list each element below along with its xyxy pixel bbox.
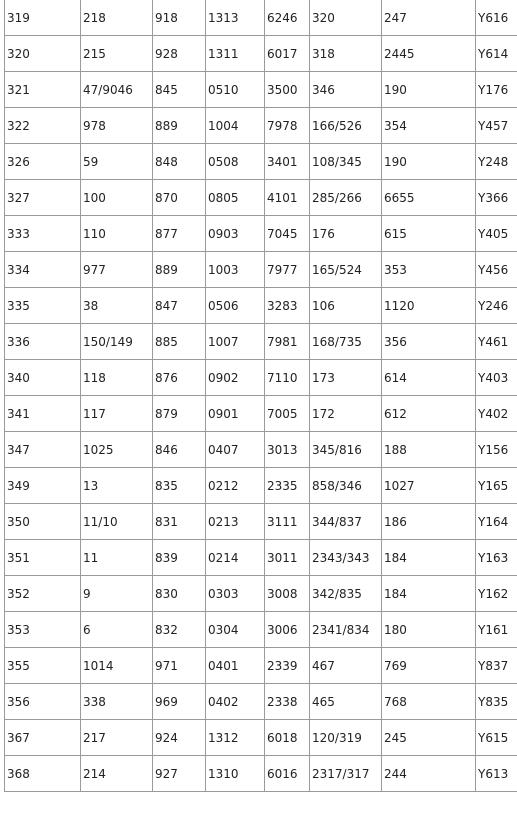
table-cell: 3008 xyxy=(265,576,310,612)
table-cell: 7005 xyxy=(265,396,310,432)
table-cell: Y165 xyxy=(476,468,517,504)
table-cell: 977 xyxy=(81,252,153,288)
table-cell: Y837 xyxy=(476,648,517,684)
table-row xyxy=(5,396,517,432)
table-cell: 3401 xyxy=(265,144,310,180)
table-cell: 1312 xyxy=(206,720,265,756)
table-cell: 346 xyxy=(310,72,382,108)
table-cell: 858/346 xyxy=(310,468,382,504)
table-cell: 7981 xyxy=(265,324,310,360)
table-cell: 334 xyxy=(5,252,81,288)
table-cell: Y405 xyxy=(476,216,517,252)
table-row xyxy=(5,648,517,684)
table-cell: 870 xyxy=(153,180,206,216)
table-cell: 769 xyxy=(382,648,476,684)
table-cell: Y615 xyxy=(476,720,517,756)
table-cell: 118 xyxy=(81,360,153,396)
table-cell: 106 xyxy=(310,288,382,324)
table-cell: 351 xyxy=(5,540,81,576)
table-row xyxy=(5,756,517,792)
table-cell: Y614 xyxy=(476,36,517,72)
table-cell: 467 xyxy=(310,648,382,684)
table-cell: 0303 xyxy=(206,576,265,612)
table-cell: 347 xyxy=(5,432,81,468)
table-cell: 190 xyxy=(382,144,476,180)
table-cell: 338 xyxy=(81,684,153,720)
table-cell: 1120 xyxy=(382,288,476,324)
table-cell: 924 xyxy=(153,720,206,756)
table-cell: 186 xyxy=(382,504,476,540)
table-cell: 877 xyxy=(153,216,206,252)
table-cell: 6017 xyxy=(265,36,310,72)
table-cell: 340 xyxy=(5,360,81,396)
table-cell: 845 xyxy=(153,72,206,108)
table-cell: 38 xyxy=(81,288,153,324)
table-cell: 0402 xyxy=(206,684,265,720)
table-cell: 166/526 xyxy=(310,108,382,144)
table-cell: 971 xyxy=(153,648,206,684)
table-cell: 7978 xyxy=(265,108,310,144)
table-cell: 11/10 xyxy=(81,504,153,540)
table-cell: 190 xyxy=(382,72,476,108)
table-cell: 173 xyxy=(310,360,382,396)
table-cell: Y161 xyxy=(476,612,517,648)
table-cell: 0407 xyxy=(206,432,265,468)
table-cell: 2343/343 xyxy=(310,540,382,576)
table-cell: 0901 xyxy=(206,396,265,432)
table-row xyxy=(5,432,517,468)
table-cell: 1311 xyxy=(206,36,265,72)
table-cell: 0510 xyxy=(206,72,265,108)
table-cell: 353 xyxy=(5,612,81,648)
table-cell: 215 xyxy=(81,36,153,72)
table-cell: 188 xyxy=(382,432,476,468)
table-cell: 615 xyxy=(382,216,476,252)
table-row xyxy=(5,360,517,396)
table-cell: 217 xyxy=(81,720,153,756)
table-cell: 846 xyxy=(153,432,206,468)
table-cell: 3006 xyxy=(265,612,310,648)
table-cell: Y246 xyxy=(476,288,517,324)
table-cell: 353 xyxy=(382,252,476,288)
table-cell: 848 xyxy=(153,144,206,180)
table-cell: 244 xyxy=(382,756,476,792)
table-cell: 184 xyxy=(382,540,476,576)
table-cell: 345/816 xyxy=(310,432,382,468)
table-cell: 927 xyxy=(153,756,206,792)
table-cell: 3013 xyxy=(265,432,310,468)
table-cell: 47/9046 xyxy=(81,72,153,108)
table-cell: 108/345 xyxy=(310,144,382,180)
table-cell: 885 xyxy=(153,324,206,360)
table-row xyxy=(5,612,517,648)
table-cell: 847 xyxy=(153,288,206,324)
table-cell: 354 xyxy=(382,108,476,144)
table-cell: Y613 xyxy=(476,756,517,792)
table-cell: 326 xyxy=(5,144,81,180)
table-cell: 612 xyxy=(382,396,476,432)
table-cell: 918 xyxy=(153,0,206,36)
table-cell: 341 xyxy=(5,396,81,432)
table-row xyxy=(5,0,517,36)
table-cell: Y176 xyxy=(476,72,517,108)
table-cell: 969 xyxy=(153,684,206,720)
table-cell: 2445 xyxy=(382,36,476,72)
table-cell: 1004 xyxy=(206,108,265,144)
table-cell: 7977 xyxy=(265,252,310,288)
table-cell: 7110 xyxy=(265,360,310,396)
table-cell: 3283 xyxy=(265,288,310,324)
table-row xyxy=(5,252,517,288)
table-cell: 59 xyxy=(81,144,153,180)
table-cell: 2341/834 xyxy=(310,612,382,648)
table-cell: 176 xyxy=(310,216,382,252)
table-cell: 117 xyxy=(81,396,153,432)
table-cell: Y835 xyxy=(476,684,517,720)
table-cell: 327 xyxy=(5,180,81,216)
table-cell: 247 xyxy=(382,0,476,36)
table-cell: 6246 xyxy=(265,0,310,36)
table-cell: Y163 xyxy=(476,540,517,576)
table-cell: 168/735 xyxy=(310,324,382,360)
table-cell: 245 xyxy=(382,720,476,756)
table-cell: 768 xyxy=(382,684,476,720)
table-cell: 0401 xyxy=(206,648,265,684)
table-row xyxy=(5,720,517,756)
table-cell: 465 xyxy=(310,684,382,720)
table-cell: 876 xyxy=(153,360,206,396)
table-cell: 1025 xyxy=(81,432,153,468)
table-cell: 319 xyxy=(5,0,81,36)
table-cell: 2317/317 xyxy=(310,756,382,792)
table-cell: 150/149 xyxy=(81,324,153,360)
table-cell: 355 xyxy=(5,648,81,684)
table-cell: 0506 xyxy=(206,288,265,324)
table-cell: 214 xyxy=(81,756,153,792)
table-cell: 831 xyxy=(153,504,206,540)
table-cell: 368 xyxy=(5,756,81,792)
table-cell: 352 xyxy=(5,576,81,612)
table-cell: 6 xyxy=(81,612,153,648)
table-cell: 321 xyxy=(5,72,81,108)
table-row xyxy=(5,108,517,144)
table-row xyxy=(5,180,517,216)
table-cell: Y164 xyxy=(476,504,517,540)
table-cell: 184 xyxy=(382,576,476,612)
table-row xyxy=(5,576,517,612)
table-cell: Y616 xyxy=(476,0,517,36)
table-cell: 367 xyxy=(5,720,81,756)
table-cell: 6655 xyxy=(382,180,476,216)
table-row xyxy=(5,324,517,360)
table-cell: Y456 xyxy=(476,252,517,288)
table-cell: Y402 xyxy=(476,396,517,432)
table-cell: 356 xyxy=(5,684,81,720)
table-body xyxy=(5,0,517,792)
table-cell: Y162 xyxy=(476,576,517,612)
table-cell: 0902 xyxy=(206,360,265,396)
table-cell: 7045 xyxy=(265,216,310,252)
table-cell: 0214 xyxy=(206,540,265,576)
table-cell: Y156 xyxy=(476,432,517,468)
color-code-table xyxy=(4,0,517,792)
table-cell: 333 xyxy=(5,216,81,252)
table-cell: 335 xyxy=(5,288,81,324)
table-cell: 3011 xyxy=(265,540,310,576)
table-cell: 6016 xyxy=(265,756,310,792)
table-cell: 835 xyxy=(153,468,206,504)
table-cell: 1014 xyxy=(81,648,153,684)
table-cell: 879 xyxy=(153,396,206,432)
table-cell: 11 xyxy=(81,540,153,576)
table-cell: 0304 xyxy=(206,612,265,648)
table-cell: 218 xyxy=(81,0,153,36)
table-cell: 1007 xyxy=(206,324,265,360)
table-cell: 13 xyxy=(81,468,153,504)
table-cell: 285/266 xyxy=(310,180,382,216)
table-row xyxy=(5,504,517,540)
table-cell: 318 xyxy=(310,36,382,72)
table-cell: 344/837 xyxy=(310,504,382,540)
table-cell: 0903 xyxy=(206,216,265,252)
table-cell: 165/524 xyxy=(310,252,382,288)
table-cell: 100 xyxy=(81,180,153,216)
table-cell: 614 xyxy=(382,360,476,396)
table-cell: 110 xyxy=(81,216,153,252)
table-cell: 9 xyxy=(81,576,153,612)
table-cell: Y457 xyxy=(476,108,517,144)
table-row xyxy=(5,540,517,576)
table-cell: 2339 xyxy=(265,648,310,684)
table-cell: 0212 xyxy=(206,468,265,504)
table-cell: Y248 xyxy=(476,144,517,180)
table-cell: Y403 xyxy=(476,360,517,396)
table-cell: 0213 xyxy=(206,504,265,540)
table-cell: 2335 xyxy=(265,468,310,504)
table-cell: 0508 xyxy=(206,144,265,180)
table-cell: 889 xyxy=(153,108,206,144)
table-cell: 349 xyxy=(5,468,81,504)
table-cell: 320 xyxy=(5,36,81,72)
table-cell: 336 xyxy=(5,324,81,360)
table-cell: 342/835 xyxy=(310,576,382,612)
table-cell: 1003 xyxy=(206,252,265,288)
table-row xyxy=(5,288,517,324)
table-row xyxy=(5,72,517,108)
table-cell: 6018 xyxy=(265,720,310,756)
table-cell: 3111 xyxy=(265,504,310,540)
table-cell: 889 xyxy=(153,252,206,288)
table-row xyxy=(5,684,517,720)
table-cell: 180 xyxy=(382,612,476,648)
table-cell: 350 xyxy=(5,504,81,540)
table-cell: 0805 xyxy=(206,180,265,216)
table-cell: 928 xyxy=(153,36,206,72)
table-cell: 832 xyxy=(153,612,206,648)
table-cell: 3500 xyxy=(265,72,310,108)
table-cell: 1313 xyxy=(206,0,265,36)
table-cell: 356 xyxy=(382,324,476,360)
table-cell: 830 xyxy=(153,576,206,612)
table-cell: 978 xyxy=(81,108,153,144)
table-cell: 1027 xyxy=(382,468,476,504)
table-row xyxy=(5,216,517,252)
table-cell: 2338 xyxy=(265,684,310,720)
table-cell: Y366 xyxy=(476,180,517,216)
table-cell: 120/319 xyxy=(310,720,382,756)
table-row xyxy=(5,144,517,180)
table-cell: 322 xyxy=(5,108,81,144)
table-cell: 4101 xyxy=(265,180,310,216)
table-cell: 839 xyxy=(153,540,206,576)
table-cell: Y461 xyxy=(476,324,517,360)
table-cell: 1310 xyxy=(206,756,265,792)
table-cell: 320 xyxy=(310,0,382,36)
table-cell: 172 xyxy=(310,396,382,432)
table-row xyxy=(5,36,517,72)
table-row xyxy=(5,468,517,504)
